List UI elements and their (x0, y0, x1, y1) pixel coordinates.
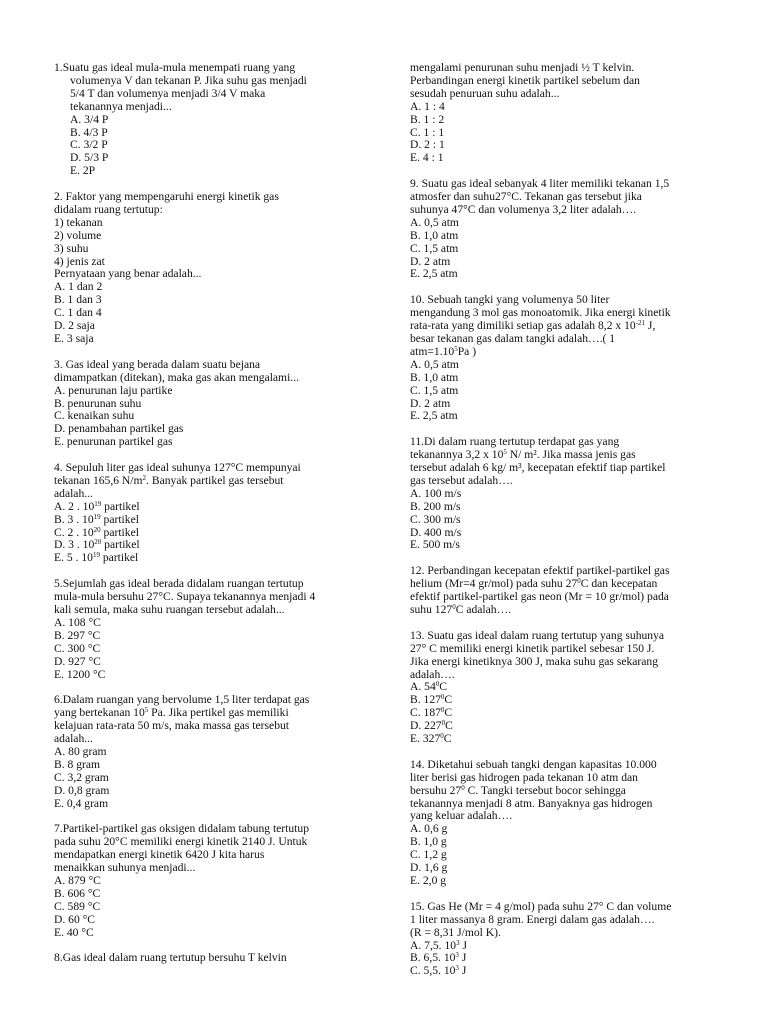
line-text: A. 2 . 10 (54, 499, 95, 513)
line-text: volumenya V dan tekanan P. Jika suhu gas menjadi (70, 73, 307, 87)
line-text: 12. Perbandingan kecepatan efektif partikel-partikel gas (410, 564, 670, 578)
superscript: -21 (635, 319, 646, 328)
line-text: C. 1,5 atm (410, 383, 459, 397)
text-line (54, 952, 366, 965)
line-text: D. 0,8 gram (54, 783, 110, 797)
text-line (410, 101, 726, 114)
text-line (54, 436, 366, 449)
text-line (410, 604, 726, 617)
line-text: 8.Gas ideal dalam ruang tertutup bersuhu T kelvin (54, 951, 287, 965)
text-line (410, 114, 726, 127)
line-text: A. 0,6 g (410, 822, 448, 836)
line-text: D. 2 saja (54, 319, 95, 333)
line-text: 11.Di dalam ruang tertutup terdapat gas yang (410, 435, 620, 449)
text-line (410, 669, 726, 682)
line-text: 14. Diketahui sebuah tangki dengan kapasitas 10.000 (410, 757, 657, 771)
line-text: 4) jenis zat (54, 254, 105, 268)
line-text: E. 2,5 atm (410, 267, 458, 281)
line-text: kali semula, maka suhu ruangan tersebut adalah... (54, 603, 285, 616)
text-line (410, 681, 726, 694)
line-text: A. 3/4 P (70, 112, 109, 126)
line-text: adalah... (54, 732, 93, 746)
line-text: (R = 8,31 J/mol K). (410, 925, 501, 939)
line-text: C. 1 dan 4 (54, 306, 102, 320)
line-text: A. 108 °C (54, 615, 101, 629)
line-text: B. penurunan suhu (54, 396, 142, 410)
question-block (54, 191, 366, 346)
line-text: B. 1,0 atm (410, 228, 459, 242)
text-line (410, 694, 726, 707)
line-text-after: C (443, 732, 452, 746)
text-line (54, 165, 366, 178)
line-text: mengandung 3 mol gas monoatomik. Jika energi kinetik (410, 306, 671, 320)
question-block (410, 759, 726, 888)
line-text: E. penurunan partikel gas (54, 435, 173, 449)
line-text: 1.Suatu gas ideal mula-mula menempati ruang yang (54, 61, 296, 74)
text-line (54, 630, 366, 643)
line-text: didalam ruang tertutup: (54, 202, 163, 216)
line-text: C. 300 m/s (410, 512, 461, 526)
line-text: B. 6,5. 10 (410, 951, 456, 965)
superscript: 3 (456, 938, 460, 947)
line-text: C. 1 : 1 (410, 125, 445, 139)
line-text: A. 7,5. 10 (410, 938, 457, 952)
superscript: 3 (455, 951, 459, 960)
line-text: 7.Partikel-partikel gas oksigen didalam tabung tertutup (54, 822, 310, 836)
line-text: 5/4 T dan volumenya menjadi 3/4 V maka (70, 86, 266, 100)
line-text: E. 2,5 atm (410, 409, 458, 423)
line-text: suhu 127 (410, 603, 453, 616)
line-text: dimampatkan (ditekan), maka gas akan mengalami... (54, 370, 299, 384)
line-text: B. 8 gram (54, 757, 101, 771)
superscript: 3 (455, 964, 459, 973)
superscript: 0 (461, 783, 465, 792)
line-text-after: J (458, 964, 467, 978)
text-line (54, 307, 366, 320)
line-text: D. 60 °C (54, 912, 96, 926)
question-block (54, 952, 366, 965)
line-text: C. 2 . 10 (54, 525, 94, 539)
line-text: C. 1,2 g (410, 848, 447, 862)
line-text: C. 589 °C (54, 899, 101, 913)
line-text: D. 2 atm (410, 396, 451, 410)
line-text: A. 0,5 atm (410, 357, 459, 371)
line-text: kelajuan rata-rata 50 m/s, maka massa gas tersebut (54, 719, 290, 733)
superscript: 0 (440, 706, 445, 715)
line-text-after: partikel (100, 512, 139, 526)
text-line (410, 656, 726, 669)
line-text: Pernyataan yang benar adalah... (54, 267, 202, 281)
line-text: yang keluar adalah…. (410, 809, 513, 823)
question-block (54, 62, 366, 178)
line-text: D. 5/3 P (70, 151, 109, 165)
text-line (54, 746, 366, 759)
text-line (54, 617, 366, 630)
question-block (54, 359, 366, 449)
line-text: tekanannya 3,2 x 10 (410, 448, 504, 462)
line-text: rata-rata yang dimiliki setiap gas adalah 8,2 x 10 (410, 319, 636, 333)
superscript: 0 (440, 693, 445, 702)
question-block (410, 436, 726, 552)
line-text: Perbandingan energi kinetik partikel sebelum dan (410, 73, 640, 87)
line-text: D. 1,6 g (410, 861, 448, 875)
line-text: besar tekanan gas dalam tangki adalah….( 1 (410, 332, 616, 345)
line-text: 27° C memiliki energi kinetik partikel sebesar 150 J. (410, 641, 655, 655)
line-text: A. penurunan laju partike (54, 383, 173, 397)
line-text: suhunya 47°C dan volumenya 3,2 liter adalah…. (410, 202, 637, 216)
superscript: 0 (435, 680, 440, 689)
line-text-after: Pa. Jika pertikel gas memiliki (148, 706, 289, 720)
line-text-after: C (439, 680, 447, 694)
line-text: atmosfer dan suhu27°C. Tekanan gas tersebut jika (410, 190, 642, 204)
text-line (410, 139, 726, 152)
line-text: E. 5 . 10 (54, 551, 93, 565)
line-text-after: C dan kecepatan (580, 577, 658, 591)
line-text-after: partikel (100, 525, 139, 539)
line-text: atm=1.10 (410, 344, 455, 358)
text-line (54, 669, 366, 682)
line-text: mula-mula bersuhu 27°C. Supaya tekanannya menjadi 4 (54, 590, 316, 604)
line-text: A. 1 : 4 (410, 99, 445, 113)
superscript: 20 (94, 538, 102, 547)
superscript: 19 (92, 551, 100, 560)
question-block (410, 62, 726, 165)
question-block (410, 901, 726, 978)
question-block (410, 294, 726, 423)
line-text: E. 2P (70, 164, 96, 178)
question-block (54, 462, 366, 565)
text-line (410, 385, 726, 398)
line-text: C. 3,2 gram (54, 770, 109, 784)
line-text: A. 80 gram (54, 744, 107, 758)
text-line (54, 320, 366, 333)
line-text: D. 400 m/s (410, 525, 462, 539)
superscript: 19 (94, 499, 102, 508)
line-text: D. 3 . 10 (54, 538, 95, 552)
line-text: menaikkan suhunya menjadi... (54, 861, 196, 875)
line-text: efektif partikel-partikel gas neon (Mr = 10 gr/mol) pada (410, 590, 669, 604)
line-text-after: C (444, 693, 453, 707)
line-text: E. 327 (410, 732, 441, 746)
line-text: 1) tekanan (54, 215, 103, 229)
line-text-after: Pa ) (457, 344, 477, 358)
question-block (410, 178, 726, 281)
line-text: A. 0,5 atm (410, 215, 459, 229)
text-line (54, 888, 366, 901)
text-line (410, 862, 726, 875)
superscript: 2 (142, 473, 147, 482)
line-text-after: J, (645, 319, 656, 333)
line-text-after: partikel (99, 551, 139, 565)
line-text: C. 187 (410, 706, 441, 720)
line-text: 1 liter massanya 8 gram. Energi dalam gas adalah…. (410, 912, 655, 926)
superscript: 0 (441, 719, 446, 728)
line-text: liter berisi gas hidrogen pada tekanan 10 atm dan (410, 770, 638, 784)
line-text: B. 1,0 atm (410, 370, 459, 384)
line-text: C. 300 °C (54, 641, 101, 655)
superscript: 5 (503, 448, 507, 457)
text-line (54, 798, 366, 811)
line-text: 5.Sejumlah gas ideal berada didalam ruangan tertutup (54, 577, 304, 591)
superscript: 5 (454, 344, 458, 353)
question-block (54, 823, 366, 939)
text-line (410, 539, 726, 552)
line-text: A. 100 m/s (410, 486, 462, 500)
line-text: 9. Suatu gas ideal sebanyak 4 liter memiliki tekanan 1,5 (410, 177, 670, 191)
line-text: B. 3 . 10 (54, 512, 94, 526)
line-text: E. 40 °C (54, 925, 94, 939)
line-text-after: C (444, 706, 453, 720)
line-text: 4. Sepuluh liter gas ideal suhunya 127°C mempunyai (54, 461, 301, 475)
text-line (54, 475, 366, 488)
superscript: 5 (144, 706, 149, 715)
line-text: 6.Dalam ruangan yang bervolume 1,5 liter terdapat gas (54, 693, 310, 707)
text-line (410, 152, 726, 165)
line-text-after: C. Tangki tersebut bocor sehingga (464, 783, 626, 797)
text-line (54, 927, 366, 940)
line-text: adalah…. (410, 667, 455, 681)
text-line (54, 230, 366, 243)
question-block (410, 630, 726, 746)
text-line (410, 707, 726, 720)
line-text-after: J (458, 951, 467, 965)
line-text: Jika energi kinetiknya 300 J, maka suhu gas sekarang (410, 654, 659, 668)
text-line (54, 333, 366, 346)
right-column (410, 62, 726, 991)
line-text: C. kenaikan suhu (54, 409, 135, 423)
line-text: 3) suhu (54, 241, 89, 255)
line-text: B. 4/3 P (70, 125, 108, 139)
text-line (54, 901, 366, 914)
line-text: B. 297 °C (54, 628, 101, 642)
line-text: 2. Faktor yang mempengaruhi energi kinetik gas (54, 190, 279, 204)
line-text: tekanannya menjadi... (70, 99, 172, 113)
line-text: 2) volume (54, 228, 102, 242)
line-text: 3. Gas ideal yang berada dalam suatu bejana (54, 357, 261, 371)
line-text: B. 606 °C (54, 886, 101, 900)
line-text: E. 1200 °C (54, 667, 106, 681)
line-text: E. 500 m/s (410, 538, 460, 552)
line-text-after: N/ m². Jika massa jenis gas (506, 448, 636, 462)
line-text: B. 127 (410, 693, 441, 707)
line-text: C. 5,5. 10 (410, 964, 456, 978)
line-text: 13. Suatu gas ideal dalam ruang tertutup yang suhunya (410, 628, 665, 642)
line-text: D. 927 °C (54, 654, 101, 668)
text-line (410, 268, 726, 281)
line-text: 15. Gas He (Mr = 4 g/mol) pada suhu 27° C dan volume (410, 899, 672, 913)
superscript: 19 (93, 512, 101, 521)
text-line (410, 127, 726, 140)
line-text: bersuhu 27 (410, 783, 462, 797)
text-line (410, 836, 726, 849)
line-text: mendapatkan energi kinetik 6420 J kita harus (54, 848, 265, 862)
line-text: C. 3/2 P (70, 138, 108, 152)
text-line (54, 552, 366, 565)
line-text: A. 54 (410, 680, 436, 694)
line-text: pada suhu 20°C memiliki energi kinetik 2140 J. Untuk (54, 835, 308, 849)
line-text: 10. Sebuah tangki yang volumenya 50 liter (410, 293, 610, 307)
line-text: tekanannya menjadi 8 atm. Banyaknya gas hidrogen (410, 796, 653, 810)
superscript: 0 (440, 732, 444, 741)
line-text: D. 2 : 1 (410, 138, 445, 152)
line-text: A. 879 °C (54, 874, 101, 887)
left-column (54, 62, 366, 978)
line-text: D. 227 (410, 719, 442, 733)
text-line (54, 914, 366, 927)
text-line (410, 88, 726, 101)
text-line (54, 875, 366, 888)
text-line (410, 733, 726, 746)
text-line (410, 823, 726, 836)
line-text: E. 2,0 g (410, 874, 447, 887)
text-line (410, 810, 726, 823)
line-text: A. 1 dan 2 (54, 280, 103, 294)
superscript: 0 (452, 603, 456, 611)
text-line (410, 875, 726, 888)
line-text: E. 3 saja (54, 332, 94, 346)
text-line (54, 152, 366, 165)
line-text-after: . Banyak partikel gas tersebut (146, 473, 284, 487)
superscript: 0 (577, 577, 581, 586)
line-text: adalah... (54, 486, 93, 500)
superscript: 20 (93, 525, 101, 534)
line-text: yang bertekanan 10 (54, 706, 145, 720)
question-block (54, 694, 366, 810)
question-block (410, 565, 726, 617)
line-text: gas tersebut adalah…. (410, 473, 513, 487)
text-line (410, 243, 726, 256)
line-text-after: J (459, 938, 467, 952)
line-text: B. 1 dan 3 (54, 293, 102, 307)
line-text: B. 200 m/s (410, 499, 461, 513)
line-text-after: C adalah…. (455, 603, 512, 616)
line-text: tersebut adalah 6 kg/ m³, kecepatan efektif tiap partikel (410, 461, 666, 475)
text-line (410, 965, 726, 978)
text-line (54, 720, 366, 733)
line-text-after: C (445, 719, 453, 733)
text-line (410, 410, 726, 423)
line-text: B. 1,0 g (410, 835, 447, 849)
text-line (410, 720, 726, 733)
text-line (410, 849, 726, 862)
line-text: mengalami penurunan suhu menjadi ½ T kelvin. (410, 61, 635, 74)
line-text-after: partikel (101, 499, 140, 513)
line-text: C. 1,5 atm (410, 241, 459, 255)
line-text: tekanan 165,6 N/m (54, 473, 143, 487)
line-text: helium (Mr=4 gr/mol) pada suhu 27 (410, 577, 578, 591)
line-text: D. 2 atm (410, 254, 451, 268)
line-text: E. 0,4 gram (54, 796, 109, 810)
line-text: B. 1 : 2 (410, 112, 445, 126)
line-text: D. penambahan partikel gas (54, 422, 184, 436)
line-text: sesudah penuruan suhu adalah... (410, 86, 560, 100)
line-text-after: partikel (101, 538, 140, 552)
line-text: E. 4 : 1 (410, 151, 444, 165)
question-block (54, 578, 366, 681)
